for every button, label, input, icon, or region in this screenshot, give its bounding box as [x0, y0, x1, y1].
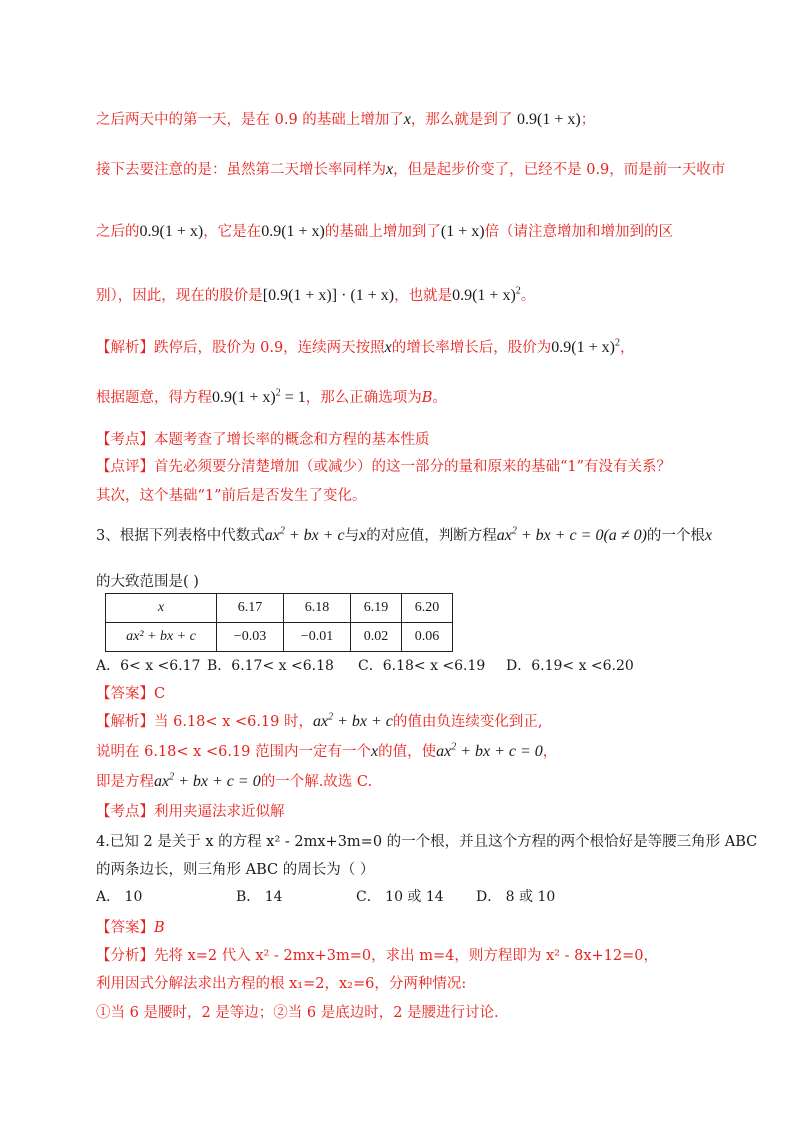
q4-stem-line2: 的两条边长，则三角形 ABC 的周长为（ ） [96, 862, 375, 878]
q3-value-table [105, 593, 453, 652]
comment-tag: 【点评】 [96, 459, 154, 475]
analysis-line2: 根据题意，得方程$0.9(1 + x)^2 = 1$，那么正确选项为B。 [96, 387, 447, 406]
comment-line2: 其次，这个基础“1”前后是否发生了变化。 [96, 488, 367, 504]
q3-option-d: D．6.19< x <6.20 [506, 658, 634, 674]
q4-analysis-line2: 利用因式分解法求出方程的根 x₁=2，x₂=6，分两种情况: [96, 976, 467, 992]
q3-analysis-line2: 说明在 6.18< x <6.19 范围内一定有一个x的值，使$ax^2$ + bx + c = 0， [96, 741, 558, 760]
q4-option-d: D． 8 或 10 [476, 889, 556, 905]
q3-answer: 【答案】C [96, 686, 166, 702]
q3-option-a: A．6< x <6.17 [96, 658, 201, 674]
keypoint-tag: 【考点】 [96, 432, 154, 448]
q4-stem-line1: 4.已知 2 是关于 x 的方程 x² - 2mx+3m=0 的一个根，并且这个方程的两个根恰好是等腰三角形 ABC [96, 834, 758, 850]
para1-line2: 接下去要注意的是：虽然第二天增长率同样为x，但是起步价变了，已经不是 0.9，而是前一天收市 [96, 161, 726, 178]
para1-line1: 之后两天中的第一天，是在 0.9 的基础上增加了x，那么就是到了 0.9(1 + x)； [96, 111, 596, 128]
q3-option-c: C．6.18< x <6.19 [358, 658, 486, 674]
q3-stem-line1: 3、根据下列表格中代数式$ax^2$ + bx + c与x的对应值，判断方程$ax^2$ + bx + c = 0(a ≠ 0)的一个根x [96, 525, 712, 544]
q3-analysis-line3: 即是方程$ax^2$ + bx + c = 0的一个解.故选 C. [96, 771, 373, 790]
para1-line3: 之后的0.9(1 + x)，它是在0.9(1 + x)的基础上增加到了(1 + x)倍（请注意增加和增加到的区 [96, 223, 674, 240]
analysis-line1: 【解析】跌停后，股价为 0.9，连续两天按照x的增长率增长后，股价为$0.9(1 + x)^2$， [96, 337, 635, 356]
q4-analysis-line1: 【分析】先将 x=2 代入 x² - 2mx+3m=0，求出 m=4，则方程即为 x² - 8x+12=0， [96, 948, 658, 964]
q4-analysis-line3: ①当 6 是腰时，2 是等边；②当 6 是底边时，2 是腰进行讨论. [96, 1005, 499, 1021]
keypoint-line: 【考点】本题考查了增长率的概念和方程的基本性质 [96, 432, 430, 448]
q3-analysis-line1: 【解析】当 6.18< x <6.19 时，$ax^2$ + bx + c的值由负连续变化到正, [96, 711, 543, 730]
para1-line4: 别），因此，现在的股价是[0.9(1 + x)] · (1 + x)，也就是$0.9(1 + x)^2$。 [96, 285, 536, 304]
q4-option-b: B． 14 [236, 889, 283, 905]
table-row: ax² + bx + c −0.03 −0.01 0.02 0.06 [106, 623, 453, 652]
q3-option-b: B．6.17< x <6.18 [207, 658, 334, 674]
analysis-tag: 【解析】 [96, 340, 154, 356]
table-row: x 6.17 6.18 6.19 6.20 [106, 594, 453, 623]
q4-answer: 【答案】B [96, 920, 165, 936]
q3-keypoint: 【考点】利用夹逼法求近似解 [96, 804, 285, 820]
q3-stem-line2: 的大致范围是( ) [96, 574, 199, 590]
comment-line1: 【点评】首先必须要分清楚增加（或减少）的这一部分的量和原来的基础“1”有没有关系？ [96, 459, 672, 475]
q4-option-c: C． 10 或 14 [356, 889, 444, 905]
q4-option-a: A． 10 [96, 889, 143, 905]
